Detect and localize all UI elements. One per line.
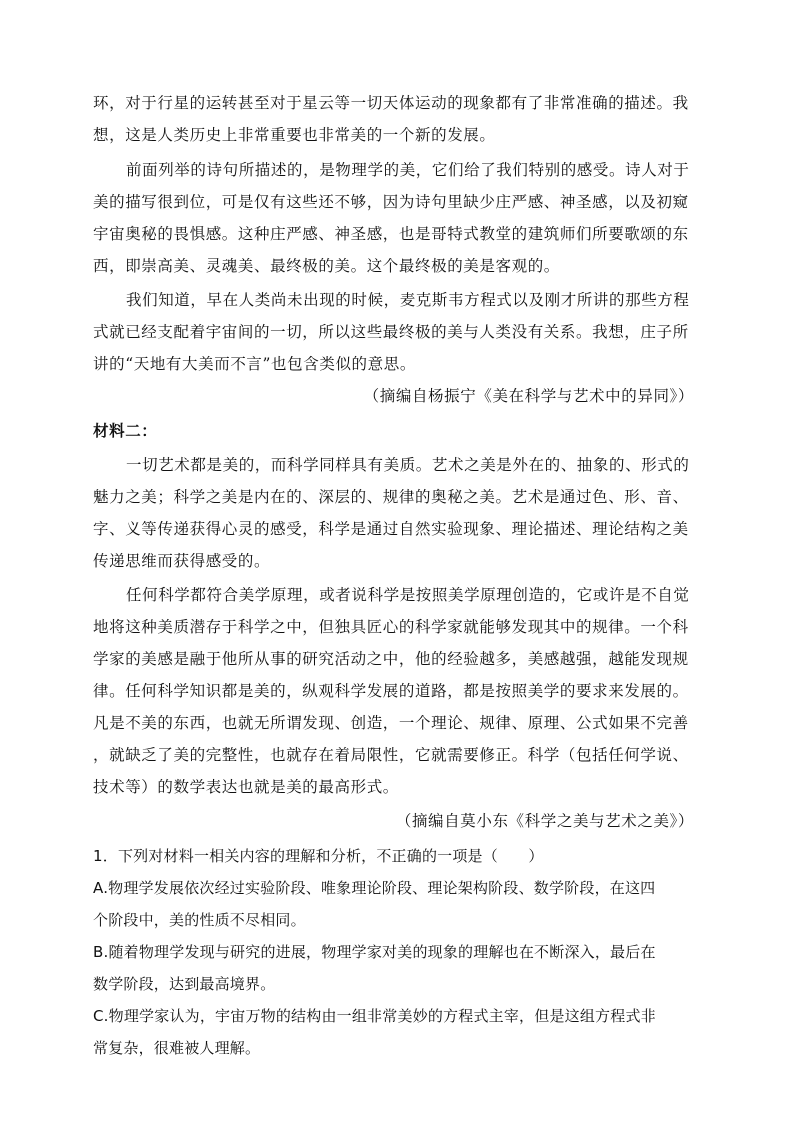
question-stem: 1．下列对材料一相关内容的理解和分析，不正确的一项是（ ）	[93, 847, 544, 865]
paragraph-line: 我们知道，早在人类尚未出现的时候，麦克斯韦方程式以及刚才所讲的那些方程	[126, 291, 690, 309]
paragraph-line: 地将这种美质潜存于科学之中，但独具匠心的科学家就能够发现其中的规律。一个科	[93, 618, 689, 636]
paragraph-line: 想，这是人类历史上非常重要也非常美的一个新的发展。	[93, 126, 496, 144]
paragraph-line: 学家的美感是融于他所从事的研究活动之中，他的经验越多，美感越强，越能发现规	[93, 650, 689, 668]
paragraph-line: 技术等）的数学表达也就是美的最高形式。	[93, 778, 399, 796]
paragraph-line: 凡是不美的东西，也就无所谓发现、创造，一个理论、规律、原理、公式如果不完善	[93, 714, 689, 732]
option-line: 常复杂，很难被人理解。	[93, 1039, 261, 1057]
paragraph-line: ，就缺乏了美的完整性，也就存在着局限性，它就需要修正。科学（包括任何学说、	[93, 746, 689, 764]
option-line: 数学阶段，达到最高境界。	[93, 975, 276, 993]
option-line: B.随着物理学发现与研究的进展，物理学家对美的现象的理解也在不断深入，最后在	[93, 943, 656, 961]
paragraph-line: 美的描写很到位，可是仅有这些还不够，因为诗句里缺少庄严感、神圣感，以及初窥	[93, 193, 689, 211]
section-heading: 材料二：	[93, 422, 158, 440]
option-line: A.物理学发展依次经过实验阶段、唯象理论阶段、理论架构阶段、数学阶段，在这四	[93, 879, 656, 897]
paragraph-line: 传递思维而获得感受的。	[93, 552, 271, 570]
paragraph-line: 一切艺术都是美的，而科学同样具有美质。艺术之美是外在的、抽象的、形式的	[126, 456, 690, 474]
paragraph-line: 式就已经支配着宇宙间的一切，所以这些最终极的美与人类没有关系。我想，庄子所	[93, 323, 689, 341]
source-citation: （摘编自杨振宁《美在科学与艺术中的异同》）	[363, 387, 694, 405]
paragraph-line: 律。任何科学知识都是美的，纵观科学发展的道路，都是按照美学的要求来发展的。	[93, 682, 689, 700]
paragraph-line: 环，对于行星的运转甚至对于星云等一切天体运动的现象都有了非常准确的描述。我	[93, 94, 689, 112]
paragraph-line: 西，即崇高美、灵魂美、最终极的美。这个最终极的美是客观的。	[93, 257, 560, 275]
source-citation: （摘编自莫小东《科学之美与艺术之美》）	[395, 812, 694, 830]
option-line: C.物理学家认为，宇宙万物的结构由一组非常美妙的方程式主宰，但是这组方程式非	[93, 1007, 656, 1025]
paragraph-line: 前面列举的诗句所描述的，是物理学的美，它们给了我们特别的感受。诗人对于	[126, 161, 690, 179]
paragraph-line: 宇宙奥秘的畏惧感。这种庄严感、神圣感，也是哥特式教堂的建筑师们所要歌颂的东	[93, 225, 689, 243]
paragraph-line: 魅力之美；科学之美是内在的、深层的、规律的奥秘之美。艺术是通过色、形、音、	[93, 488, 689, 506]
paragraph-line: 字、义等传递获得心灵的感受，科学是通过自然实验现象、理论描述、理论结构之美	[93, 520, 689, 538]
paragraph-line: 讲的“天地有大美而不言”也包含类似的意思。	[93, 355, 416, 373]
paragraph-line: 任何科学都符合美学原理，或者说科学是按照美学原理创造的，它或许是不自觉	[126, 586, 690, 604]
option-line: 个阶段中，美的性质不尽相同。	[93, 911, 306, 929]
